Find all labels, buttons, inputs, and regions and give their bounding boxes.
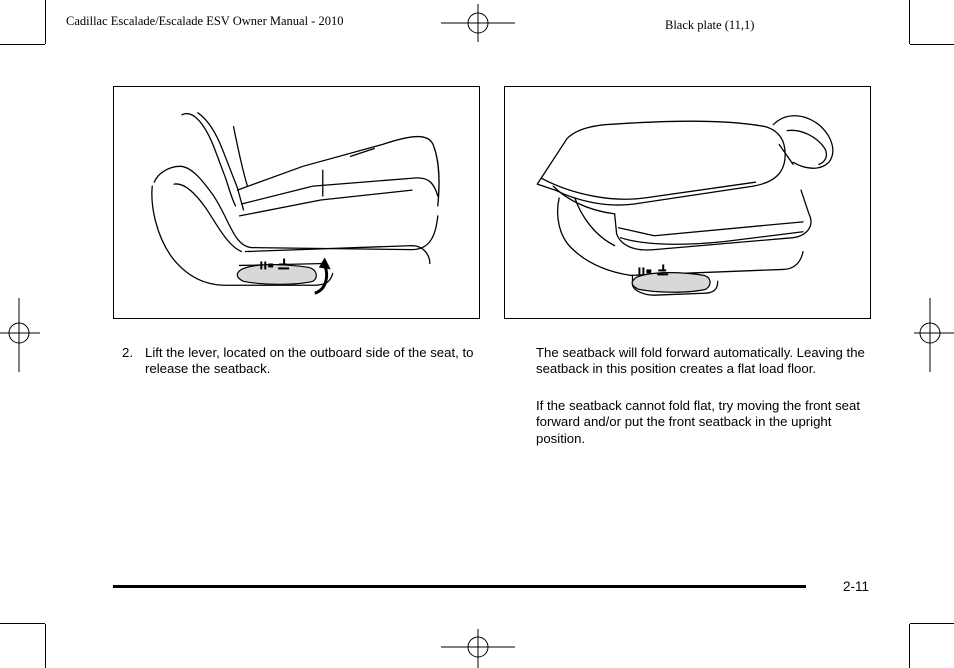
paragraph-fold-automatic: The seatback will fold forward automatically. Leaving the seatback in this position creates a flat load floor.: [536, 345, 865, 377]
registration-mark-left: [0, 298, 40, 372]
plate-label: Black plate (11,1): [665, 18, 755, 32]
registration-mark-bottom: [441, 629, 515, 668]
step-text: Lift the lever, located on the outboard side of the seat, to release the seatback.: [145, 345, 474, 377]
registration-mark-right: [914, 298, 954, 372]
seat-lever-illustration: [113, 86, 480, 319]
paragraph-fold-flat: If the seatback cannot fold flat, try moving the front seat forward and/or put the front seatback in the upright position.: [536, 398, 861, 446]
folded-seat-illustration: [504, 86, 871, 319]
footer-rule: [113, 585, 806, 588]
step-number: 2.: [122, 345, 133, 360]
folded-seat-drawing: [505, 87, 870, 318]
manual-title: Cadillac Escalade/Escalade ESV Owner Manual - 2010: [66, 14, 344, 28]
seat-lever-drawing: [114, 87, 479, 318]
registration-mark-top: [441, 4, 515, 42]
page-number: 2-11: [843, 579, 870, 594]
